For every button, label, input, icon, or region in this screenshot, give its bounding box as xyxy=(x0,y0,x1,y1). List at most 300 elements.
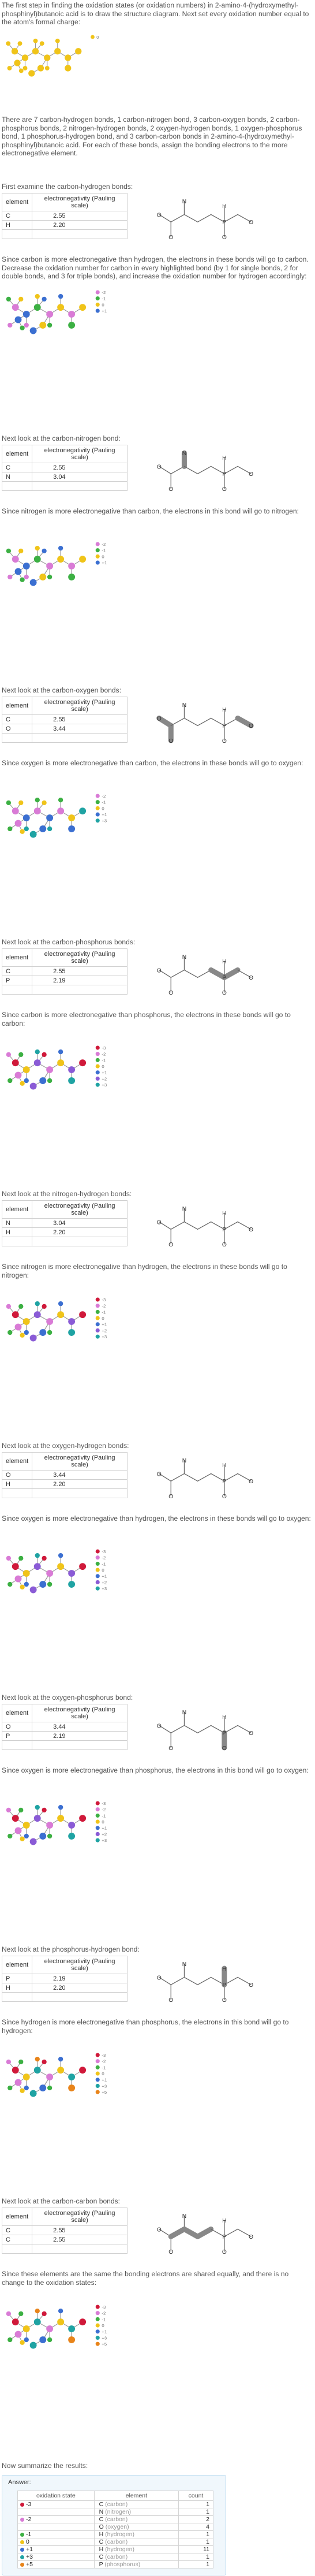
step-heading: Next look at the phosphorus-hydrogen bond: xyxy=(2,1945,140,1953)
atom-ball xyxy=(15,1576,22,1583)
structure-diagram-svg xyxy=(155,1958,258,2010)
atom-ball xyxy=(7,1078,12,1083)
intro-molecule-svg xyxy=(2,26,106,90)
atom-ball xyxy=(24,2337,29,2342)
intro-text: The first step in finding the oxidation states (or oxidation numbers) in 2-amino-4-(hydroxymethyl-phosphinyl)butanoic acid is to draw the structure diagram. Next set every oxidation number equal to the atom's formal charge: xyxy=(2,1,309,27)
legend-swatch xyxy=(91,35,95,39)
element-symbol: C xyxy=(99,2516,104,2523)
legend-swatch xyxy=(96,1555,100,1559)
element-cell: C xyxy=(2,2226,32,2235)
legend-swatch xyxy=(96,1297,100,1301)
step-conclusion: Since hydrogen is more electronegative than phosphorus, the electrons in this bond will go to hydrogen: xyxy=(2,2018,289,2035)
atom-ball xyxy=(23,1066,30,1073)
atom-ball xyxy=(35,798,40,802)
element-cell: N xyxy=(2,1219,32,1228)
bond-line xyxy=(224,214,238,222)
atom-ball xyxy=(42,297,46,301)
oxidation-molecule-svg xyxy=(2,2294,111,2363)
oxidation-state-cell xyxy=(18,2531,95,2538)
element-name: (carbon) xyxy=(105,2516,128,2523)
atom-ball xyxy=(39,2336,46,2343)
atom-ball xyxy=(12,48,18,54)
atom-label: P xyxy=(222,1982,227,1989)
atom-ball xyxy=(6,549,11,553)
answer-row xyxy=(18,2523,213,2531)
answer-row xyxy=(18,2553,213,2561)
atom-ball xyxy=(40,41,44,46)
atom-ball xyxy=(28,70,35,76)
element-cell: H xyxy=(2,1480,32,1489)
atom-label: O xyxy=(249,1730,254,1737)
legend-swatch xyxy=(96,1328,100,1332)
atom-ball xyxy=(79,807,86,814)
atom-label: O xyxy=(222,1745,227,1752)
atom-ball xyxy=(30,327,37,334)
atom-ball xyxy=(20,1333,24,1338)
atom-label: O xyxy=(168,1493,174,1500)
atom-label: O xyxy=(156,1471,162,1478)
step-heading: Next look at the oxygen-hydrogen bonds: xyxy=(2,1442,129,1450)
atom-label: O xyxy=(222,234,227,241)
electronegativity-cell: 2.20 xyxy=(32,1228,127,1237)
col-element: element xyxy=(2,1201,32,1219)
atom-ball xyxy=(47,1582,52,1587)
col-electronegativity: electronegativity (Pauling scale) xyxy=(32,1704,127,1722)
bond-line xyxy=(171,1473,184,1481)
atom-ball xyxy=(47,1078,52,1083)
atom-ball xyxy=(68,574,75,580)
atom-ball xyxy=(47,575,52,579)
legend-value: +1 xyxy=(102,560,107,566)
atom-ball xyxy=(12,2318,19,2325)
atom-ball xyxy=(47,1834,52,1838)
atom-ball xyxy=(23,2074,30,2080)
table-row xyxy=(2,967,127,976)
atom-ball xyxy=(12,1059,19,1066)
electronegativity-cell: 2.55 xyxy=(32,463,127,472)
structure-diagram-svg xyxy=(155,699,258,751)
atom-ball xyxy=(7,575,12,579)
step-conclusion: Since nitrogen is more electronegative than carbon, the electrons in this bond will go to nitrogen: xyxy=(2,507,299,515)
atom-label: O xyxy=(156,1219,162,1226)
electronegativity-table xyxy=(2,1956,127,2002)
atom-ball xyxy=(39,825,46,832)
atom-ball xyxy=(42,2060,46,2064)
atom-ball xyxy=(39,574,46,580)
legend-swatch xyxy=(96,2329,100,2333)
col-element: element xyxy=(2,697,32,715)
legend-swatch xyxy=(96,2311,100,2315)
legend-value: -3 xyxy=(102,1045,106,1051)
oxidation-molecule xyxy=(2,2042,111,2115)
oxidation-molecule-svg xyxy=(2,2042,111,2112)
count-cell: 1 xyxy=(178,2501,213,2508)
atom-ball xyxy=(58,2057,63,2061)
col-element: element xyxy=(2,1704,32,1722)
col-electronegativity: electronegativity (Pauling scale) xyxy=(32,697,127,715)
atom-ball xyxy=(20,1837,24,1841)
state-value: -2 xyxy=(26,2516,32,2523)
legend-value: -1 xyxy=(102,548,106,553)
summary-heading: Now summarize the results: xyxy=(2,2462,88,2470)
legend-swatch xyxy=(96,309,100,313)
answer-box xyxy=(2,2475,226,2575)
atom-label: N xyxy=(182,954,187,961)
atom-ball xyxy=(39,1077,46,1084)
element-symbol: O xyxy=(99,2523,104,2530)
atom-ball xyxy=(15,2079,22,2086)
legend-value: +1 xyxy=(102,1070,107,1075)
element-cell: P xyxy=(2,976,32,985)
count-cell: 2 xyxy=(178,2516,213,2523)
answer-row xyxy=(18,2501,213,2508)
oxidation-state-cell xyxy=(18,2523,95,2531)
table-row xyxy=(2,1983,127,1993)
legend-swatch xyxy=(96,2317,100,2321)
legend-value: +1 xyxy=(102,308,107,314)
electronegativity-table xyxy=(2,1200,127,1246)
atom-label: H xyxy=(222,706,227,713)
col-element: element xyxy=(2,949,32,967)
atom-label: O xyxy=(156,2227,162,2233)
structure-diagram xyxy=(155,1454,258,1509)
state-value: 0 xyxy=(26,2538,29,2545)
legend-swatch xyxy=(96,1310,100,1314)
atom-label: H xyxy=(222,203,227,210)
atom-ball xyxy=(30,2090,37,2097)
atom-ball xyxy=(6,1808,11,1812)
legend-value: 0 xyxy=(102,1568,104,1573)
structure-diagram xyxy=(155,447,258,502)
oxidation-state-cell xyxy=(18,2516,95,2523)
atom-label: O xyxy=(249,1479,254,1486)
atom-label: O xyxy=(156,716,162,723)
element-cell: O xyxy=(2,724,32,734)
structure-diagram xyxy=(155,1706,258,1761)
atom-label: O xyxy=(168,1241,174,1248)
atom-ball xyxy=(42,1808,46,1812)
atom-ball xyxy=(12,1311,19,1318)
col-electronegativity: electronegativity (Pauling scale) xyxy=(32,2208,127,2226)
legend-swatch xyxy=(96,1820,100,1824)
element-cell xyxy=(94,2531,178,2538)
atom-label: O xyxy=(168,234,174,241)
atom-ball xyxy=(35,2057,40,2061)
electronegativity-cell: 2.55 xyxy=(32,2235,127,2244)
atom-label: O xyxy=(222,486,227,493)
structure-diagram-svg xyxy=(155,2210,258,2262)
state-swatch xyxy=(20,2563,24,2567)
atom-label: P xyxy=(222,1730,227,1737)
atom-label: N xyxy=(182,1961,187,1968)
legend-value: +2 xyxy=(102,1832,107,1837)
legend-swatch xyxy=(96,1070,100,1074)
atom-ball xyxy=(34,1059,41,1066)
legend-value: 0 xyxy=(102,1316,104,1321)
legend-swatch xyxy=(96,1549,100,1553)
atom-ball xyxy=(57,2067,64,2074)
atom-ball xyxy=(15,317,22,323)
legend-value: -2 xyxy=(102,2310,106,2316)
col-element: element xyxy=(94,2491,178,2501)
atom-ball xyxy=(20,1585,24,1589)
oxidation-molecule xyxy=(2,783,111,855)
bond-line xyxy=(184,1222,197,1229)
atom-ball xyxy=(7,323,12,327)
table-row-empty xyxy=(2,2244,127,2254)
atom-ball xyxy=(30,1587,37,1594)
atom-ball xyxy=(23,563,30,569)
element-symbol: C xyxy=(99,2553,104,2560)
element-cell: N xyxy=(2,472,32,482)
atom-ball xyxy=(42,1304,46,1309)
atom-ball xyxy=(42,801,46,805)
bond-line xyxy=(184,1725,197,1733)
legend-value: -2 xyxy=(102,1051,106,1057)
legend-value: -1 xyxy=(102,1813,106,1819)
oxidation-molecule-svg xyxy=(2,531,111,601)
element-name: (hydrogen) xyxy=(105,2546,134,2553)
atom-ball xyxy=(7,1330,12,1335)
atom-ball xyxy=(42,1052,46,1057)
atom-label: O xyxy=(222,1997,227,2004)
electronegativity-cell: 2.20 xyxy=(32,221,127,230)
oxidation-state-cell xyxy=(18,2546,95,2553)
structure-diagram-svg xyxy=(155,951,258,1003)
element-symbol: P xyxy=(99,2561,103,2568)
oxidation-molecule xyxy=(2,1790,111,1863)
atom-ball xyxy=(23,66,28,70)
atom-ball xyxy=(68,311,75,318)
table-row xyxy=(2,1974,127,1983)
atom-ball xyxy=(6,41,10,46)
element-cell xyxy=(94,2538,178,2546)
legend-value: +5 xyxy=(102,2090,107,2095)
step-conclusion: Since nitrogen is more electronegative than hydrogen, the electrons in these bonds will go to nitrogen: xyxy=(2,1263,287,1279)
atom-label: O xyxy=(249,1982,254,1989)
atom-ball xyxy=(24,1330,29,1335)
atom-ball xyxy=(68,2084,75,2091)
bond-line xyxy=(184,214,197,222)
element-cell xyxy=(94,2553,178,2561)
atom-ball xyxy=(79,1815,86,1822)
count-cell: 4 xyxy=(178,2523,213,2531)
state-value: -3 xyxy=(26,2501,32,2508)
oxidation-molecule xyxy=(2,1035,111,1107)
atom-ball xyxy=(6,297,11,301)
electronegativity-cell: 2.19 xyxy=(32,1974,127,1983)
atom-ball xyxy=(46,1822,53,1829)
intro-molecule xyxy=(2,26,106,92)
atom-ball xyxy=(45,66,50,70)
atom-ball xyxy=(42,549,46,553)
atom-ball xyxy=(39,1581,46,1588)
atom-ball xyxy=(7,1834,12,1838)
atom-ball xyxy=(46,1570,53,1577)
electronegativity-cell: 2.55 xyxy=(32,211,127,221)
legend-value: +3 xyxy=(102,818,107,824)
legend-value: +3 xyxy=(102,2335,107,2341)
atom-ball xyxy=(7,2337,12,2342)
atom-label: N xyxy=(182,1710,187,1717)
atom-label: O xyxy=(249,1227,254,1234)
col-electronegativity: electronegativity (Pauling scale) xyxy=(32,1956,127,1974)
atom-label: O xyxy=(156,212,162,219)
table-row xyxy=(2,1480,127,1489)
legend-value: +2 xyxy=(102,1328,107,1334)
atom-ball xyxy=(58,1805,63,1810)
legend-value: -2 xyxy=(102,793,106,799)
oxidation-molecule-svg xyxy=(2,783,111,853)
bond-line xyxy=(198,2229,211,2236)
structure-diagram xyxy=(155,2210,258,2265)
atom-ball xyxy=(24,323,29,327)
oxidation-state-cell xyxy=(18,2508,95,2516)
table-row xyxy=(2,472,127,482)
oxidation-molecule xyxy=(2,1287,111,1359)
atom-ball xyxy=(33,39,38,43)
legend-swatch xyxy=(96,1077,100,1081)
atom-ball xyxy=(79,1563,86,1570)
step-conclusion: Since these elements are the same the bonding electrons are shared equally, and there is no change to the oxidation states: xyxy=(2,2270,289,2287)
atom-ball xyxy=(24,1582,29,1587)
atom-ball xyxy=(6,2311,11,2316)
atom-label: H xyxy=(222,455,227,461)
atom-ball xyxy=(23,1822,30,1829)
state-swatch xyxy=(20,2555,24,2559)
electronegativity-table xyxy=(2,1452,127,1498)
atom-ball xyxy=(18,2311,23,2316)
legend-value: +2 xyxy=(102,1076,107,1082)
bond-line xyxy=(224,1725,238,1733)
element-cell: P xyxy=(2,1732,32,1741)
element-cell xyxy=(94,2561,178,2568)
atom-ball xyxy=(47,323,52,327)
step-conclusion: Since oxygen is more electronegative than hydrogen, the electrons in these bonds will go to oxygen: xyxy=(2,1514,311,1522)
atom-label: O xyxy=(156,1723,162,1730)
atom-ball xyxy=(47,2086,52,2090)
count-cell: 11 xyxy=(178,2546,213,2553)
atom-ball xyxy=(39,2084,46,2091)
atom-ball xyxy=(24,2086,29,2090)
element-name: (nitrogen) xyxy=(105,2508,132,2515)
atom-ball xyxy=(57,556,64,563)
electronegativity-cell: 2.19 xyxy=(32,976,127,985)
legend-swatch xyxy=(96,2336,100,2340)
answer-label: Answer: xyxy=(8,2479,31,2486)
col-element: element xyxy=(2,2208,32,2226)
electronegativity-cell: 3.44 xyxy=(32,1471,127,1480)
legend-swatch xyxy=(96,1574,100,1578)
structure-diagram-svg xyxy=(155,1203,258,1255)
table-row-empty xyxy=(2,1741,127,1750)
atom-ball xyxy=(24,827,29,831)
legend-value: +5 xyxy=(102,2342,107,2347)
electronegativity-cell: 2.55 xyxy=(32,967,127,976)
oxidation-molecule-svg xyxy=(2,1035,111,1104)
atom-ball xyxy=(58,2309,63,2313)
atom-label: O xyxy=(249,219,254,226)
electronegativity-table xyxy=(2,948,127,995)
atom-ball xyxy=(47,827,52,831)
bond-line xyxy=(171,1977,184,1985)
state-swatch xyxy=(20,2548,24,2552)
atom-ball xyxy=(20,2089,24,2093)
col-element: element xyxy=(2,193,32,211)
bond-line xyxy=(184,1977,197,1985)
atom-ball xyxy=(58,1553,63,1558)
atom-ball xyxy=(22,54,28,61)
legend-swatch xyxy=(96,818,100,822)
element-name: (hydrogen) xyxy=(105,2531,134,2538)
element-cell: O xyxy=(2,1471,32,1480)
electronegativity-table xyxy=(2,1704,127,1750)
atom-ball xyxy=(19,69,24,73)
element-name: (carbon) xyxy=(105,2501,128,2508)
atom-ball xyxy=(35,1301,40,1306)
element-cell: C xyxy=(2,463,32,472)
structure-diagram-svg xyxy=(155,195,258,247)
atom-ball xyxy=(15,2331,22,2338)
atom-ball xyxy=(18,1556,23,1561)
table-row xyxy=(2,463,127,472)
atom-ball xyxy=(23,311,30,318)
bond-line xyxy=(224,970,238,977)
structure-diagram xyxy=(155,699,258,754)
atom-label: N xyxy=(182,199,187,206)
atom-ball xyxy=(12,807,19,814)
step-heading: Next look at the carbon-oxygen bonds: xyxy=(2,686,122,694)
atom-label: H xyxy=(222,958,227,965)
atom-label: O xyxy=(168,1997,174,2004)
atom-ball xyxy=(12,556,19,563)
atom-ball xyxy=(46,2325,53,2332)
element-cell xyxy=(94,2516,178,2523)
atom-ball xyxy=(20,326,24,330)
step-heading: Next look at the carbon-nitrogen bond: xyxy=(2,434,121,442)
bond-line xyxy=(224,1473,238,1481)
count-cell: 1 xyxy=(178,2508,213,2516)
atom-label: O xyxy=(168,738,174,744)
oxidation-summary-table xyxy=(17,2491,213,2568)
structure-diagram-svg xyxy=(155,447,258,499)
atom-label: O xyxy=(249,2234,254,2241)
answer-row xyxy=(18,2538,213,2546)
count-cell: 1 xyxy=(178,2538,213,2546)
atom-ball xyxy=(30,1335,37,1342)
atom-ball xyxy=(34,556,41,563)
bond-line xyxy=(171,718,184,725)
element-symbol: C xyxy=(99,2501,104,2508)
oxidation-state-cell xyxy=(18,2538,95,2546)
atom-ball xyxy=(34,304,41,311)
atom-ball xyxy=(68,1066,75,1073)
electronegativity-cell: 3.44 xyxy=(32,1722,127,1732)
col-electronegativity: electronegativity (Pauling scale) xyxy=(32,1453,127,1471)
bond-line xyxy=(171,1222,184,1229)
bond-line xyxy=(198,718,211,725)
atom-label: P xyxy=(222,723,227,730)
element-cell: P xyxy=(2,1974,32,1983)
table-row xyxy=(2,1722,127,1732)
state-value: +1 xyxy=(26,2546,33,2553)
element-symbol: H xyxy=(99,2546,104,2553)
atom-ball xyxy=(18,1052,23,1057)
atom-label: O xyxy=(249,471,254,478)
structure-diagram xyxy=(155,951,258,1006)
atom-ball xyxy=(79,1059,86,1066)
atom-ball xyxy=(14,59,20,66)
